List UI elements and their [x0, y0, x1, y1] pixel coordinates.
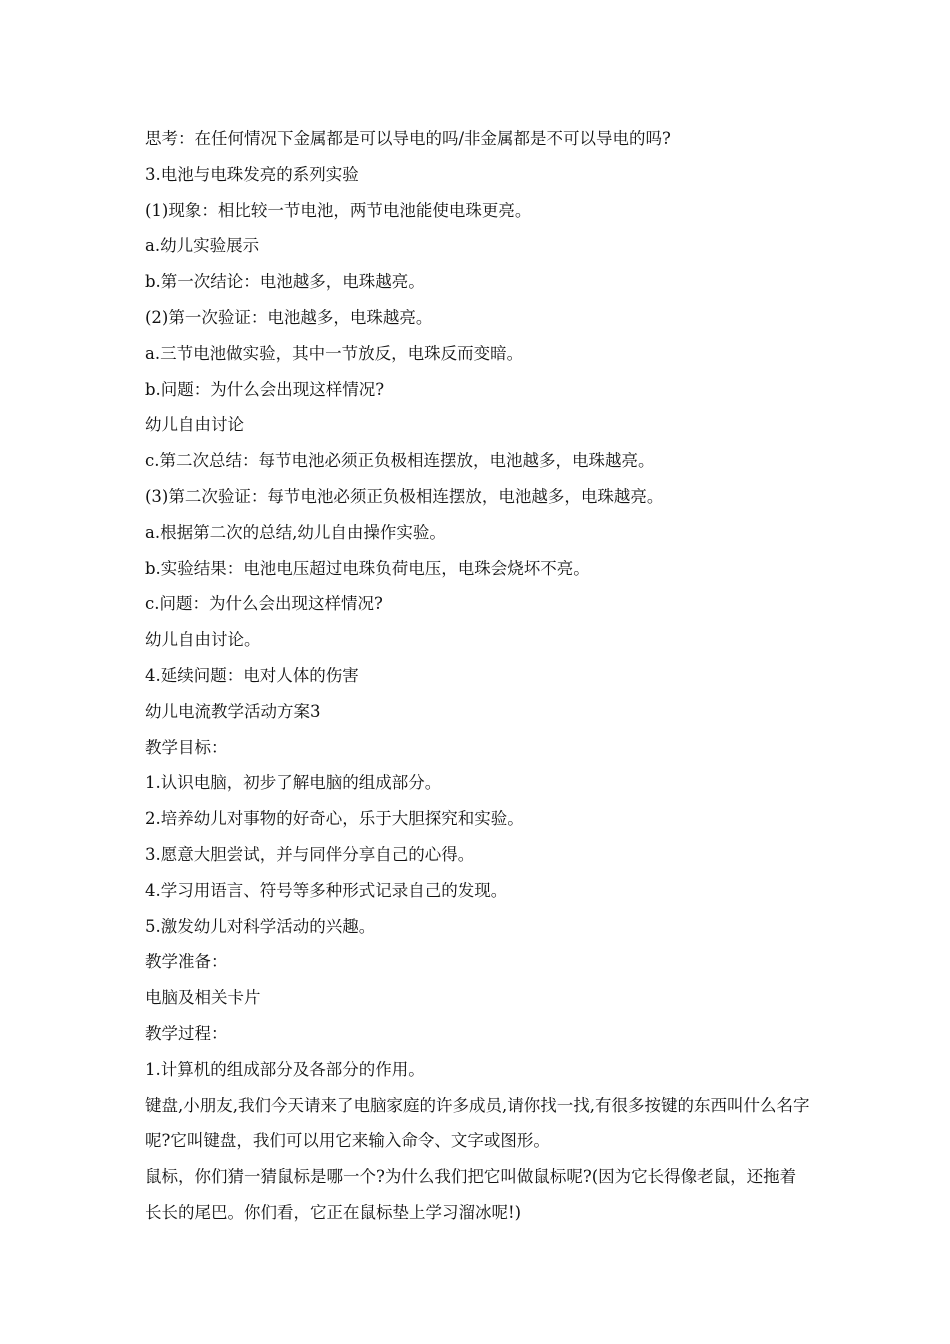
list-item: 1.认识电脑，初步了解电脑的组成部分。 [145, 773, 442, 793]
text-line: c.问题：为什么会出现这样情况? [145, 594, 383, 614]
section-heading: 教学准备： [145, 952, 228, 972]
section-heading: 教学目标： [145, 737, 228, 757]
text-line: b.实验结果：电池电压超过电珠负荷电压，电珠会烧坏不亮。 [145, 558, 590, 578]
text-line: c.第二次总结：每节电池必须正负极相连摆放，电池越多，电珠越亮。 [145, 451, 655, 471]
paragraph-mouse: 鼠标，你们猜一猜鼠标是哪一个?为什么我们把它叫做鼠标呢?(因为它长得像老鼠，还拖着长长的尾巴。你们看，它正在鼠标垫上学习溜冰呢!) [145, 1167, 797, 1222]
text-line: 幼儿自由讨论 [145, 415, 244, 435]
text-line: 思考：在任何情况下金属都是可以导电的吗/非金属都是不可以导电的吗? [145, 129, 671, 148]
section-heading: 4.延续问题：电对人体的伤害 [145, 665, 359, 685]
text-line: (3)第二次验证：每节电池必须正负极相连摆放，电池越多，电珠越亮。 [145, 486, 664, 506]
list-item: 1.计算机的组成部分及各部分的作用。 [145, 1059, 425, 1079]
list-item: 2.培养幼儿对事物的好奇心，乐于大胆探究和实验。 [145, 809, 524, 829]
list-item: 4.学习用语言、符号等多种形式记录自己的发现。 [145, 880, 508, 900]
document-body [145, 121, 810, 1231]
text-line: a.根据第二次的总结,幼儿自由操作实验。 [145, 522, 446, 542]
section-heading: 3.电池与电珠发亮的系列实验 [145, 164, 359, 184]
text-line: 幼儿自由讨论。 [145, 630, 261, 650]
text-line: a.三节电池做实验，其中一节放反，电珠反而变暗。 [145, 343, 524, 363]
text-line: b.问题：为什么会出现这样情况? [145, 379, 385, 399]
paragraph-keyboard: 键盘,小朋友,我们今天请来了电脑家庭的许多成员,请你找一找,有很多按键的东西叫什么名字呢?它叫键盘，我们可以用它来输入命令、文字或图形。 [145, 1095, 810, 1151]
list-item: 5.激发幼儿对科学活动的兴趣。 [145, 916, 376, 936]
text-line: (2)第一次验证：电池越多，电珠越亮。 [145, 307, 433, 327]
text-line: (1)现象：相比较一节电池，两节电池能使电珠更亮。 [145, 200, 532, 220]
section-heading: 教学过程： [145, 1023, 228, 1043]
text-line: a.幼儿实验展示 [145, 236, 260, 256]
list-item: 3.愿意大胆尝试，并与同伴分享自己的心得。 [145, 844, 475, 864]
text-line: b.第一次结论：电池越多，电珠越亮。 [145, 272, 425, 292]
text-line: 电脑及相关卡片 [145, 988, 261, 1008]
document-title: 幼儿电流教学活动方案3 [145, 701, 321, 721]
